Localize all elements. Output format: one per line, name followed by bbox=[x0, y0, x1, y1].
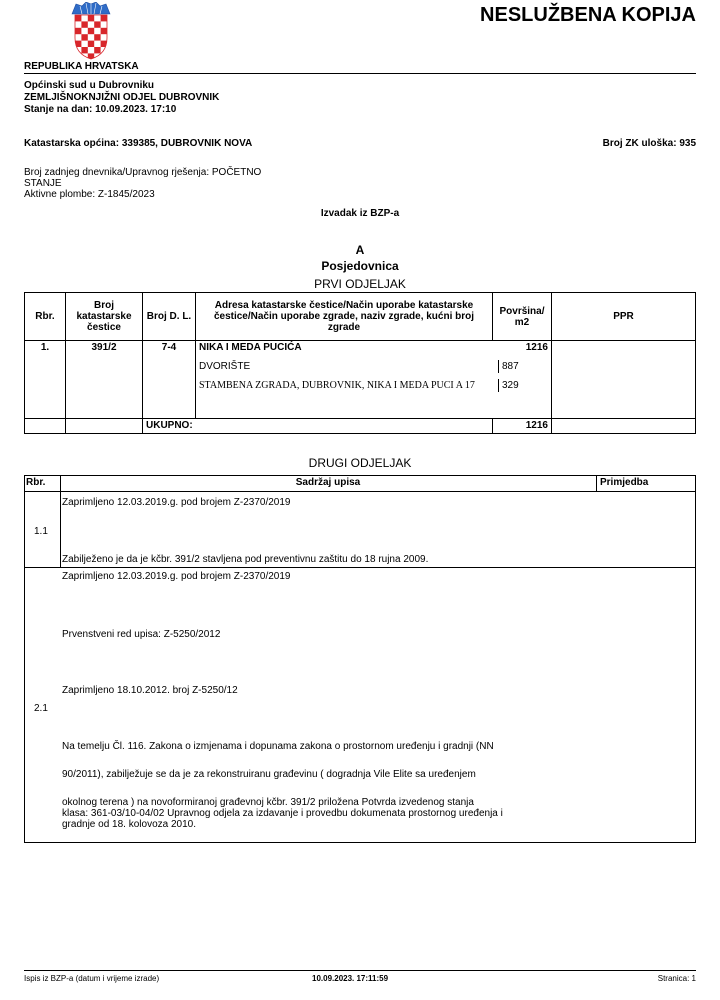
croatian-coat-of-arms-icon bbox=[70, 2, 112, 60]
total-row bbox=[25, 419, 696, 434]
footer-datetime: 10.09.2023. 17:11:59 bbox=[312, 974, 389, 983]
entry1-rbr: 1.1 bbox=[34, 526, 48, 537]
state-date: Stanje na dan: 10.09.2023. 17:10 bbox=[24, 104, 177, 115]
row-address: NIKA I MEDA PUCIĆA bbox=[199, 342, 302, 353]
entry2-line2: 90/2011), zabilježuje se da je za rekonstruiranu građevinu ( dogradnja Vile Elite sa uređenjem bbox=[62, 769, 476, 780]
row-ppr bbox=[552, 341, 696, 419]
zk-number: Broj ZK uloška: 935 bbox=[602, 138, 696, 149]
active-seals: Aktivne plombe: Z-1845/2023 bbox=[24, 189, 155, 200]
col-dl: Broj D. L. bbox=[143, 293, 196, 341]
footer-divider bbox=[24, 970, 696, 971]
row-details bbox=[196, 341, 552, 419]
total-empty-1 bbox=[25, 419, 66, 434]
header-divider bbox=[24, 73, 696, 74]
row-parcel: 391/2 bbox=[66, 341, 143, 419]
total-label: UKUPNO: bbox=[143, 419, 493, 434]
total-value: 1216 bbox=[493, 419, 552, 434]
cadastral-municipality: Katastarska općina: 339385, DUBROVNIK NOVA bbox=[24, 138, 253, 149]
section-title: Posjedovnica bbox=[321, 259, 399, 273]
sub1-desc: DVORIŠTE bbox=[199, 361, 251, 372]
unofficial-copy-stamp: NESLUŽBENA KOPIJA bbox=[480, 4, 696, 26]
entry2-rbr: 2.1 bbox=[34, 703, 48, 714]
total-empty-2 bbox=[66, 419, 143, 434]
col2-divider-2 bbox=[596, 475, 597, 491]
court-block bbox=[24, 80, 219, 116]
row-rbr: 1. bbox=[25, 341, 66, 419]
sub2-area: 329 bbox=[498, 379, 551, 392]
last-diary-cont: STANJE bbox=[24, 178, 62, 189]
entry2-received2: Zaprimljeno 18.10.2012. broj Z-5250/12 bbox=[62, 685, 238, 696]
col-area: Površina/ m2 bbox=[493, 293, 552, 341]
entry2-line5: gradnje od 18. kolovoza 2010. bbox=[62, 819, 196, 830]
total-empty-3 bbox=[552, 419, 696, 434]
court-name: Općinski sud u Dubrovniku bbox=[24, 80, 155, 91]
row-dl: 7-4 bbox=[143, 341, 196, 419]
footer-page: Stranica: 1 bbox=[657, 974, 696, 983]
part1-title: PRVI ODJELJAK bbox=[314, 277, 406, 291]
entry2-line1: Na temelju Čl. 116. Zakona o izmjenama i dopunama zakona o prostornom uređenju i gradnji (NN bbox=[62, 741, 494, 752]
section-letter: A bbox=[355, 243, 365, 257]
diary-block bbox=[24, 167, 261, 200]
footer-left: Ispis iz BZP-a (datum i vrijeme izrade) bbox=[24, 974, 160, 983]
col2-rbr: Rbr. bbox=[26, 477, 46, 488]
sub2-desc: STAMBENA ZGRADA, DUBROVNIK, NIKA I MEDA PUCI A 17 bbox=[199, 380, 475, 391]
country-name: REPUBLIKA HRVATSKA bbox=[24, 61, 139, 72]
entry2-line4: klasa: 361-03/10-04/02 Upravnog odjela za izdavanje i provedbu dokumenata prostornog uređenja i bbox=[62, 808, 503, 819]
col-rbr: Rbr. bbox=[25, 293, 66, 341]
entry1-received: Zaprimljeno 12.03.2019.g. pod brojem Z-2370/2019 bbox=[62, 497, 291, 508]
entry1-text: Zabilježeno je da je kčbr. 391/2 stavljena pod preventivnu zaštitu do 18 rujna 2009. bbox=[62, 554, 429, 565]
col2-remark: Primjedba bbox=[600, 477, 649, 488]
col-address: Adresa katastarske čestice/Način uporabe katastarske čestice/Način uporabe zgrade, naziv zgrade, kućni broj zgrade bbox=[196, 293, 493, 341]
second-part-header bbox=[24, 475, 696, 492]
col-ppr: PPR bbox=[552, 293, 696, 341]
department-name: ZEMLJIŠNOKNJIŽNI ODJEL DUBROVNIK bbox=[24, 92, 220, 103]
entry2-priority: Prvenstveni red upisa: Z-5250/2012 bbox=[62, 629, 221, 640]
entry2-line3: okolnog terena ) na novoformiranoj građevnoj kčbr. 391/2 priložena Potvrda izvedenog stanja bbox=[62, 797, 474, 808]
second-part-table bbox=[24, 475, 696, 843]
entry1-divider bbox=[60, 492, 61, 567]
part2-title: DRUGI ODJELJAK bbox=[308, 456, 412, 470]
sub1-area: 887 bbox=[498, 360, 551, 373]
entry2-received: Zaprimljeno 12.03.2019.g. pod brojem Z-2370/2019 bbox=[62, 571, 291, 582]
document-title: Izvadak iz BZP-a bbox=[320, 208, 400, 219]
last-diary: Broj zadnjeg dnevnika/Upravnog rješenja: POČETNO bbox=[24, 167, 262, 178]
row-area: 1216 bbox=[525, 342, 548, 353]
col2-content: Sadržaj upisa bbox=[295, 477, 361, 488]
table-row bbox=[25, 341, 696, 419]
entry-separator bbox=[24, 567, 696, 568]
col-parcel: Broj katastarske čestice bbox=[66, 293, 143, 341]
possession-table bbox=[24, 292, 696, 434]
